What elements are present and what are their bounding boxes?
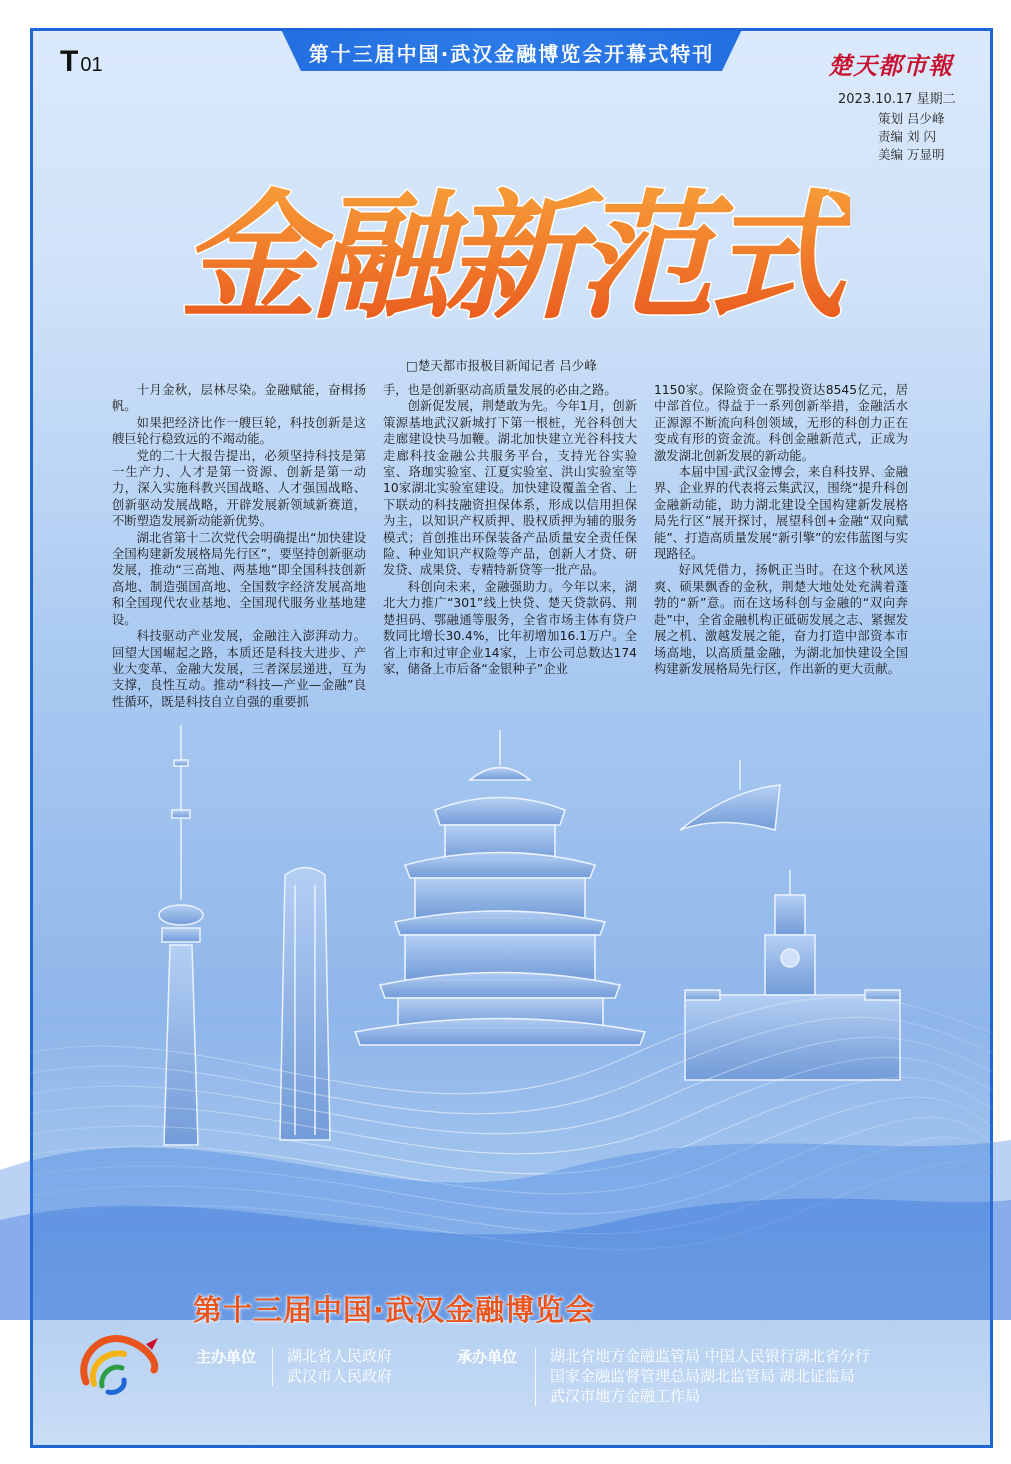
page-digits: 01 [80, 54, 103, 76]
credits-list [878, 110, 944, 164]
article-paragraph: 本届中国·武汉金博会，来自科技界、金融界、企业界的代表将云集武汉，围绕“提升科创金融新动能，助力湖北建设全国构建新发展格局先行区”展开探讨，展望科创+金融“双向赋能”、打造高质量发展“新引擎”的宏伟蓝图与实现路径。 [654, 465, 908, 562]
organizer-list [550, 1346, 870, 1406]
expo-name: 第十三届中国·武汉金融博览会 [193, 1293, 596, 1327]
credit-planner: 策划 吕少峰 [878, 111, 945, 126]
article-paragraph: 党的二十大报告提出，必须坚持科技是第一生产力、人才是第一资源、创新是第一动力，深入实施科教兴国战略、人才强国战略、创新驱动发展战略，开辟发展新领域新赛道，不断塑造发展新动能新优势。 [112, 448, 366, 529]
headline-text: 金融新范式 [179, 175, 841, 338]
page-number [60, 45, 103, 79]
newspaper-logo: 楚天都市報 [828, 51, 953, 80]
host-item: 湖北省人民政府 [287, 1347, 393, 1365]
organizer-divider [535, 1348, 536, 1406]
host-label: 主办单位 [196, 1348, 257, 1366]
host-list [287, 1346, 392, 1386]
article-paragraph: 十月金秋，层林尽染。金融赋能，奋楫扬帆。 [112, 383, 366, 414]
yellow-crane-tower-icon [355, 730, 645, 1045]
article-column-2 [383, 382, 637, 677]
tv-tower-icon [159, 725, 203, 1145]
host-divider [272, 1348, 273, 1386]
sail-sculpture-icon [680, 760, 780, 830]
credit-editor: 责编 刘 闪 [878, 129, 936, 144]
organizer-item: 武汉市地方金融工作局 [550, 1387, 701, 1405]
article-paragraph: 如果把经济比作一艘巨轮，科技创新是这艘巨轮行稳致远的不竭动能。 [112, 415, 366, 447]
article-paragraph: 手，也是创新驱动高质量发展的必由之路。 [383, 383, 617, 397]
organizer-item: 湖北省地方金融监管局 中国人民银行湖北省分行 [550, 1347, 870, 1365]
article-paragraph: 1150家。保险资金在鄂投资达8545亿元，居中部首位。得益于一系列创新举措，金融活水正源源不断流向科创领域，无形的科创力正在变成有形的资金流。科创金融新范式，正成为激发湖北创新发展的新动能。 [654, 383, 908, 463]
byline: □楚天都市报极目新闻记者 吕少峰 [406, 358, 597, 373]
article-column-3 [654, 382, 908, 677]
credit-designer: 美编 万显明 [878, 147, 945, 162]
special-edition-title: 第十三届中国·武汉金融博览会开幕式特刊 [308, 42, 715, 66]
host-item: 武汉市人民政府 [287, 1367, 393, 1385]
issue-date: 2023.10.17 星期二 [838, 92, 956, 107]
organizer-item: 国家金融监督管理总局湖北监管局 湖北证监局 [550, 1367, 855, 1385]
article-paragraph: 创新促发展，荆楚敢为先。今年1月，创新策源基地武汉新城打下第一根桩，光谷科创大走廊建设快马加鞭。湖北加快建立光谷科技大走廊科技金融公共服务平台，支持光谷实验室、珞珈实验室、江夏实验室、洪山实验室等10家湖北实验室建设。加快建设覆盖全省、上下联动的科技融资担保体系，形成以信用担保为主，以知识产权质押、股权质押为辅的服务模式；首创推出环保装备产品质量安全责任保险、种业知识产权险等产品，创新人才贷、研发贷、成果贷、专精特新贷等一批产品。 [383, 399, 637, 578]
headline-calligraphy [170, 165, 850, 345]
expo-logo-icon [66, 1322, 166, 1412]
article-paragraph: 好风凭借力，扬帆正当时。在这个秋风送爽、硕果飘香的金秋，荆楚大地处处充满着蓬勃的“新”意。而在这场科创与金融的“双向奔赴”中，全省金融机构正砥砺发展之志、紧握发展之机、激越发展之能，奋力打造中部资本市场高地，以高质量金融，为湖北加快建设全国构建新发展格局先行区，作出新的更大贡献。 [654, 563, 908, 676]
page-letter: T [60, 45, 79, 78]
skyscraper-icon [280, 868, 330, 1141]
wuhan-skyline-illustration [0, 700, 1011, 1320]
article-paragraph: 湖北省第十二次党代会明确提出“加快建设全国构建新发展格局先行区”，要坚持创新驱动发展，推动“三高地、两基地”即全国科技创新高地、制造强国高地、全国数字经济发展高地和全国现代农业基地、全国现代服务业基地建设。 [112, 530, 366, 627]
article-column-1 [112, 382, 366, 710]
article-paragraph: 科技驱动产业发展，金融注入澎湃动力。回望大国崛起之路，本质还是科技大进步、产业大变革、金融大发展，三者深层递进，互为支撑，良性互动。推动“科技—产业—金融”良性循环，既是科技自立自强的重要抓 [112, 629, 366, 709]
article-paragraph: 科创向未来，金融强助力。今年以来，湖北大力推广“301”线上快贷、楚天贷款码、荆楚担码、鄂融通等服务，全省市场主体有贷户数同比增长30.4%，比年初增加16.1万户。全省上市和过审企业14家，上市公司总数达174家，储备上市后备“金银种子”企业 [383, 579, 637, 676]
organizer-label: 承办单位 [457, 1348, 518, 1366]
